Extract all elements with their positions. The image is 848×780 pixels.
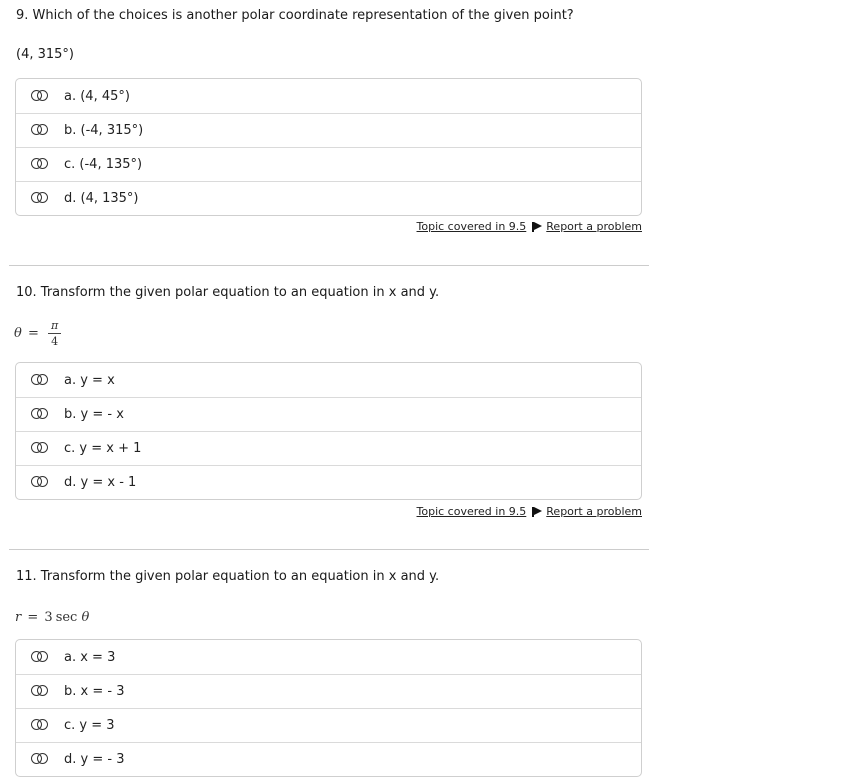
radio-icon[interactable] [31,158,49,171]
question-10-choices [15,362,642,500]
question-10-prompt: 10. Transform the given polar equation to an equation in x and y. [16,285,440,300]
radio-icon[interactable] [31,753,49,766]
radio-icon[interactable] [31,476,49,489]
question-9-choice-b[interactable] [16,113,641,147]
question-11-choice-b[interactable] [16,674,641,708]
question-10-choice-a[interactable] [16,363,641,397]
divider [9,549,649,550]
radio-icon[interactable] [31,90,49,103]
question-9-choice-d[interactable] [16,181,641,215]
choice-label: c. y = 3 [64,718,115,733]
question-9-choice-a[interactable] [16,79,641,113]
choice-label: c. y = x + 1 [64,441,142,456]
radio-icon[interactable] [31,719,49,732]
radio-icon[interactable] [31,442,49,455]
flag-icon [532,222,542,231]
question-10-given-equation [14,320,61,347]
question-11-choice-c[interactable] [16,708,641,742]
radio-icon[interactable] [31,651,49,664]
question-10-choice-d[interactable] [16,465,641,499]
math-r: r [15,610,22,625]
report-problem-link[interactable]: Report a problem [546,220,642,233]
radio-icon[interactable] [31,408,49,421]
choice-label: d. y = - 3 [64,752,125,767]
choice-label: b. x = - 3 [64,684,125,699]
math-coefficient: 3 [44,610,53,625]
question-10-meta [417,505,642,518]
question-9-meta [417,220,642,233]
question-9-choice-c[interactable] [16,147,641,181]
math-theta: θ [14,326,22,341]
math-sec: sec [55,610,78,625]
radio-icon[interactable] [31,192,49,205]
radio-icon[interactable] [31,124,49,137]
math-theta: θ [81,610,90,625]
question-9-choices [15,78,642,216]
radio-icon[interactable] [31,374,49,387]
choice-label: c. (-4, 135°) [64,157,143,172]
choice-label: a. x = 3 [64,649,116,665]
topic-link[interactable]: Topic covered in 9.5 [416,220,527,233]
question-10-choice-b[interactable] [16,397,641,431]
choice-label: d. (4, 135°) [64,191,139,206]
flag-icon [532,507,542,516]
radio-icon[interactable] [31,685,49,698]
question-9-given-point: (4, 315°) [16,47,74,62]
choice-label: a. y = x [64,372,115,388]
report-problem-link[interactable]: Report a problem [546,505,642,518]
question-9-prompt: 9. Which of the choices is another polar coordinate representation of the given point? [16,8,574,23]
choice-label: d. y = x - 1 [64,475,137,490]
question-11-choice-d[interactable] [16,742,641,776]
choice-label: b. (-4, 315°) [64,123,144,138]
question-11-prompt: 11. Transform the given polar equation to an equation in x and y. [16,569,440,584]
question-10-choice-c[interactable] [16,431,641,465]
math-numerator: π [48,320,61,334]
question-11-choice-a[interactable] [16,640,641,674]
math-denominator: 4 [51,335,59,348]
divider [9,265,649,266]
topic-link[interactable]: Topic covered in 9.5 [416,505,527,518]
question-11-given-equation [15,610,89,625]
question-11-choices [15,639,642,777]
math-equals: = [27,610,39,625]
choice-label: a. (4, 45°) [64,88,130,104]
choice-label: b. y = - x [64,407,124,422]
math-equals: = [27,326,39,341]
math-fraction [48,320,61,347]
